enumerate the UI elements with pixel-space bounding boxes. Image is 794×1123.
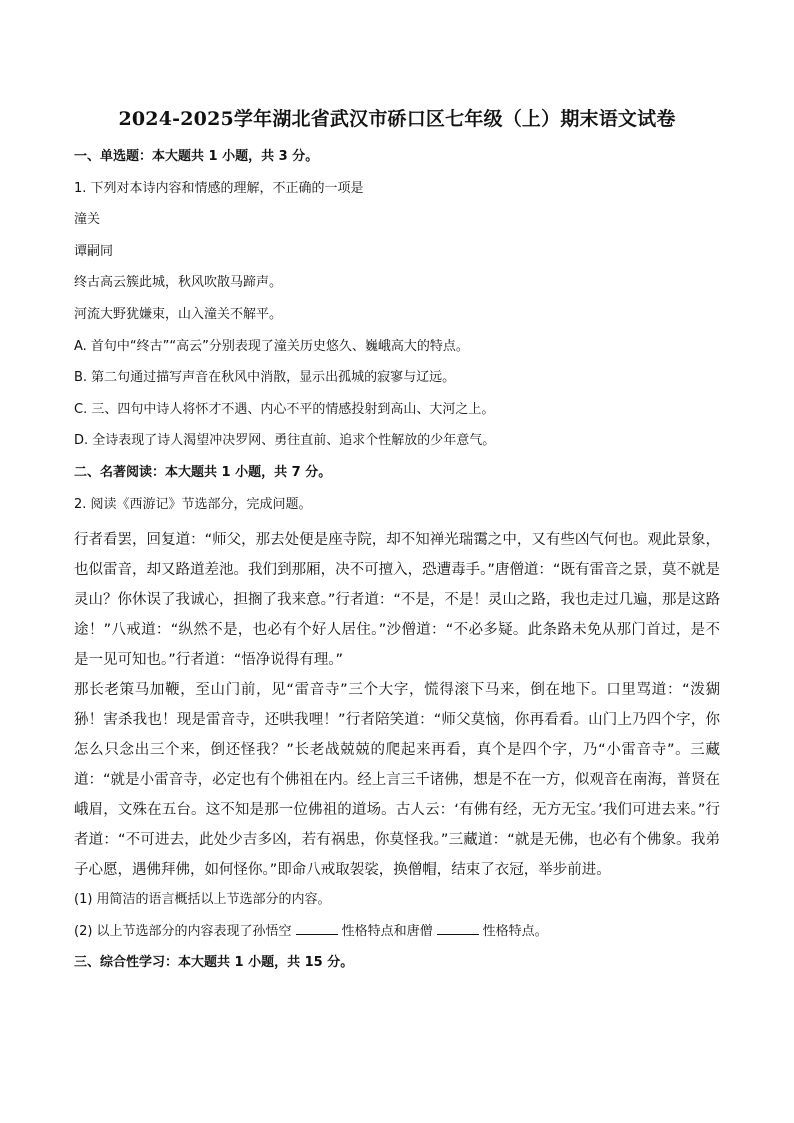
poem-line-2: 河流大野犹嫌束，山入潼关不解平。 xyxy=(74,306,283,322)
subquestion-2-prefix: (2) 以上节选部分的内容表现了孙悟空 xyxy=(74,923,292,939)
subquestion-2 xyxy=(74,921,720,943)
subquestion-1: (1) 用简洁的语言概括以上节选部分的内容。 xyxy=(74,892,331,908)
section-heading-3: 三、综合性学习：本大题共 1 小题，共 15 分。 xyxy=(74,955,354,971)
answer-blank-1[interactable] xyxy=(296,922,338,935)
subquestion-2-suffix: 性格特点。 xyxy=(482,923,548,939)
option-a: A. 首句中“终古”“高云”分别表现了潼关历史悠久、巍峨高大的特点。 xyxy=(74,338,469,354)
poem-title: 潼关 xyxy=(74,212,101,228)
option-d: D. 全诗表现了诗人渴望冲决罗网、勇往直前、追求个性解放的少年意气。 xyxy=(74,433,496,449)
exam-content xyxy=(74,146,720,984)
passage-paragraph-1: 行者看罢，回复道：“师父，那去处便是座寺院，却不知禅光瑞霭之中，又有些凶气何也。观此景象，也似雷音，却又路道差池。我们到那厢，决不可擅入，恐遭毒手。”唐僧道：“既有雷音之景，莫不就是灵山？你休误了我诚心，担搁了我来意。”行者道：“不是，不是！灵山之路，我也走过几遍，那是这路途！”八戒道：“纵然不是，也必有个好人居住。”沙僧道：“不必多疑。此条路未免从那门首过，是不是一见可知也。”行者道：“悟净说得有理。” xyxy=(74,532,720,669)
option-b: B. 第二句通过描写声音在秋风中消散，显示出孤城的寂寥与辽远。 xyxy=(74,370,456,386)
poem-author: 谭嗣同 xyxy=(74,243,114,259)
answer-blank-2[interactable] xyxy=(437,922,479,935)
exam-title: 2024-2025学年湖北省武汉市硚口区七年级（上）期末语文试卷 xyxy=(118,108,676,130)
subquestion-2-middle: 性格特点和唐僧 xyxy=(341,923,433,939)
option-c: C. 三、四句中诗人将怀才不遇、内心不平的情感投射到高山、大河之上。 xyxy=(74,401,495,417)
question-1-stem: 1. 下列对本诗内容和情感的理解，不正确的一项是 xyxy=(74,180,364,196)
question-2-stem: 2. 阅读《西游记》节选部分，完成问题。 xyxy=(74,496,312,512)
section-heading-2: 二、名著阅读：本大题共 1 小题，共 7 分。 xyxy=(74,464,332,480)
section-heading-1: 一、单选题：本大题共 1 小题，共 3 分。 xyxy=(74,149,319,164)
passage-paragraph-2: 那长老策马加鞭，至山门前，见“雷音寺”三个大字，慌得滚下马来，倒在地下。口里骂道：“泼猢狲！害杀我也！现是雷音寺，还哄我哩！”行者陪笑道：“师父莫恼，你再看看。山门上乃四个字，你怎么只念出三个来，倒还怪我？”长老战兢兢的爬起来再看，真个是四个字，乃“小雷音寺”。三藏道：“就是小雷音寺，必定也有个佛祖在内。经上言三千诸佛，想是不在一方，似观音在南海，普贤在峨眉，文殊在五台。这不知是那一位佛祖的道场。古人云：‘有佛有经，无方无宝。’我们可进去来。”行者道：“不可进去，此处少吉多凶，若有祸患，你莫怪我。”三藏道：“就是无佛，也必有个佛象。我弟子心愿，遇佛拜佛，如何怪你。”即命八戒取袈裟，换僧帽，结束了衣冠，举步前进。 xyxy=(74,682,720,879)
poem-line-1: 终古高云簇此城，秋风吹散马蹄声。 xyxy=(74,275,283,291)
